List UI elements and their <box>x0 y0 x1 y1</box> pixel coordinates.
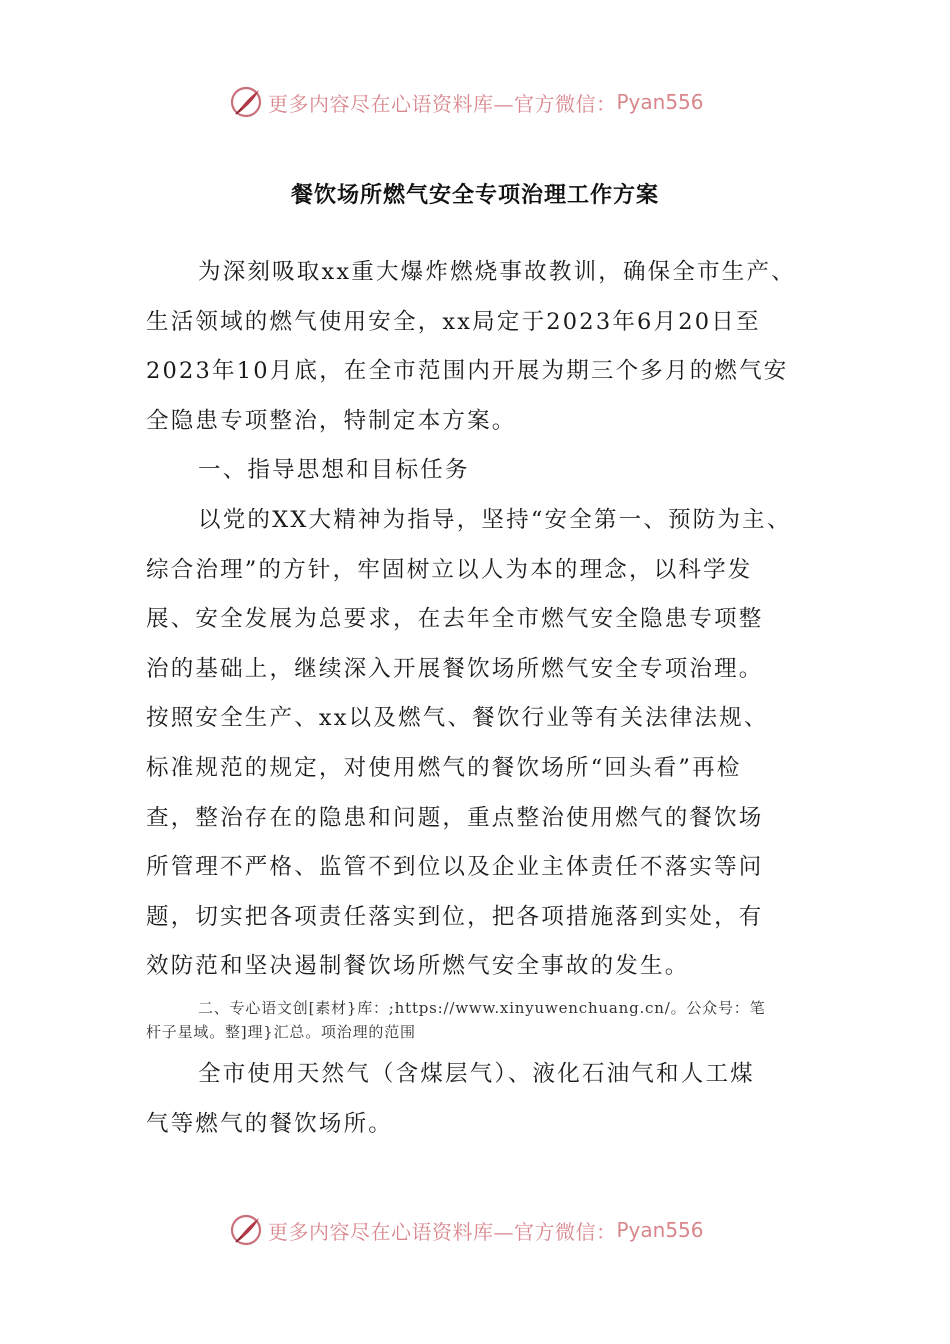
quill-pen-icon <box>228 1212 264 1248</box>
para2-line: 综合治理”的方针，牢固树立以人为本的理念，以科学发 <box>146 556 753 583</box>
footer-banner <box>228 1212 704 1248</box>
para2-line: 题，切实把各项责任落实到位，把各项措施落到实处，有 <box>146 903 764 930</box>
para1-line: 全隐患专项整治，特制定本方案。 <box>146 407 517 434</box>
para3-line: 气等燃气的餐饮场所。 <box>146 1110 394 1137</box>
footer-banner-text: 更多内容尽在心语资料库—官方微信： <box>268 1219 617 1244</box>
para1-line: 生活领域的燃气使用安全，xx局定于2023年6月20日至 <box>146 308 761 335</box>
para2-line: 治的基础上，继续深入开展餐饮场所燃气安全专项治理。 <box>146 655 764 682</box>
para3-line: 全市使用天然气（含煤层气）、液化石油气和人工煤 <box>198 1060 755 1087</box>
para2-line: 效防范和坚决遏制餐饮场所燃气安全事故的发生。 <box>146 953 690 980</box>
quill-pen-icon <box>228 84 264 120</box>
document-body <box>146 248 812 1149</box>
para1-line: 2023年10月底，在全市范围内开展为期三个多月的燃气安 <box>146 358 789 385</box>
page-footer <box>0 1208 950 1254</box>
section-heading-1: 一、指导思想和目标任务 <box>198 457 470 484</box>
section-heading-2-line: 二、专心语文创[素材}库：;https://www.xinyuwenchuang.cn/。公众号：笔 <box>198 998 766 1017</box>
footer-wechat-id: Pyan556 <box>616 1218 704 1242</box>
page-header <box>0 80 950 126</box>
para2-line: 标准规范的规定，对使用燃气的餐饮场所“回头看”再检 <box>146 754 742 781</box>
para2-line: 展、安全发展为总要求，在去年全市燃气安全隐患专项整 <box>146 606 764 633</box>
para1-line: 为深刻吸取xx重大爆炸燃烧事故教训，确保全市生产、 <box>198 259 796 285</box>
para2-line: 查，整治存在的隐患和问题，重点整治使用燃气的餐饮场 <box>146 804 764 831</box>
para2-line: 所管理不严格、监管不到位以及企业主体责任不落实等问 <box>146 854 764 881</box>
para2-line: 按照安全生产、xx以及燃气、餐饮行业等有关法律法规、 <box>146 705 769 732</box>
header-banner <box>228 84 704 120</box>
header-banner-text: 更多内容尽在心语资料库—官方微信： <box>268 91 617 116</box>
header-wechat-id: Pyan556 <box>616 90 704 114</box>
document-title: 餐饮场所燃气安全专项治理工作方案 <box>290 182 659 208</box>
section-heading-2-line: 杆子星域。整]理}汇总。项治理的范围 <box>146 1022 416 1041</box>
para2-line: 以党的XX大精神为指导，坚持“安全第一、预防为主、 <box>198 506 792 533</box>
